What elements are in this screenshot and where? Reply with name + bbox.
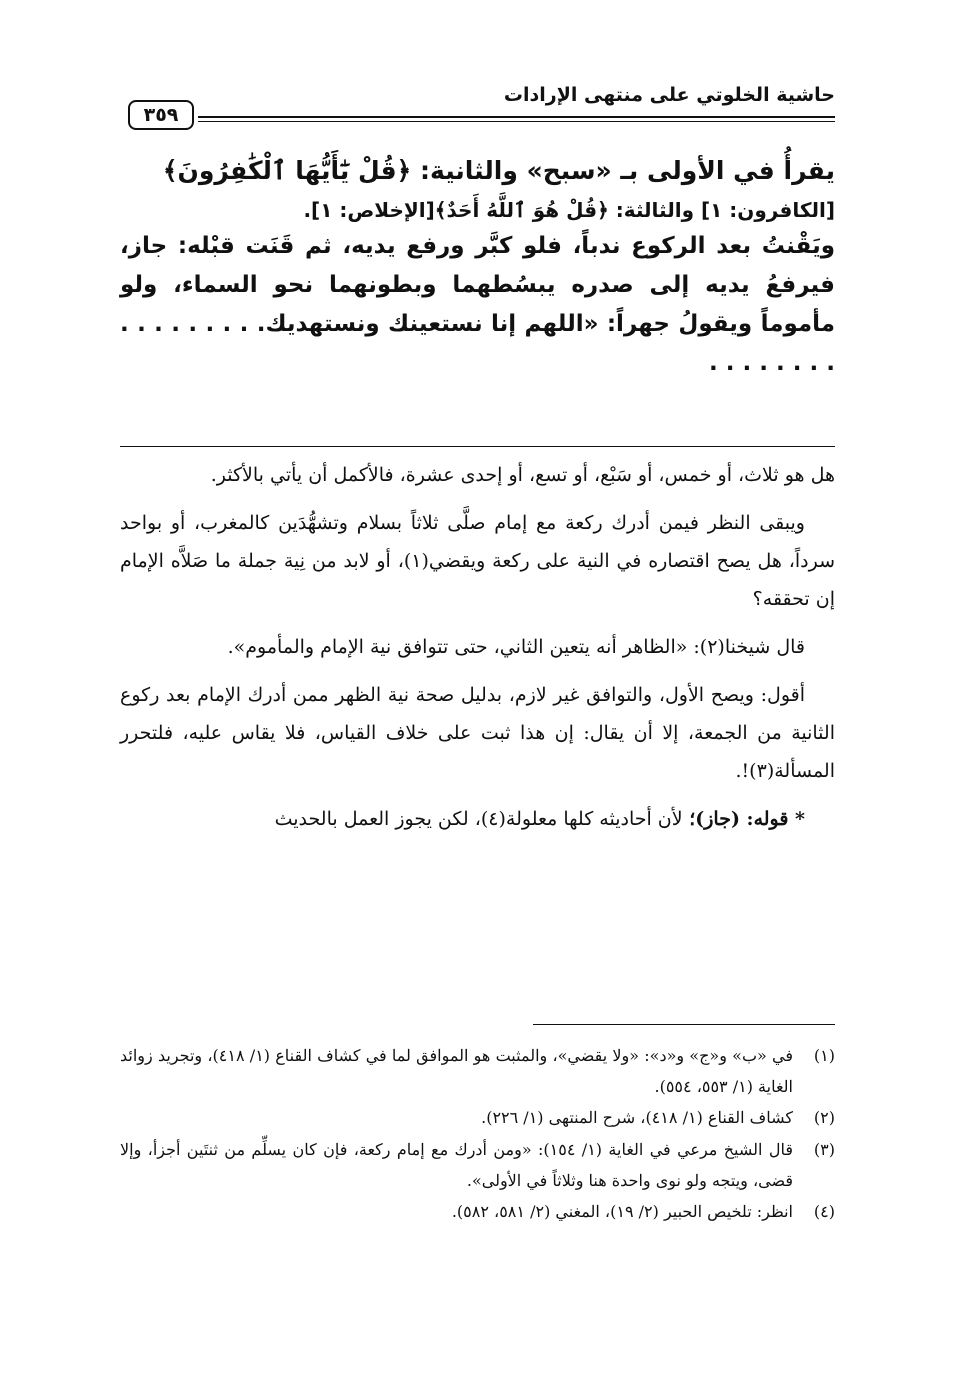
footnote-number: (٣): [813, 1139, 835, 1159]
footnote-item: [120, 1102, 835, 1133]
commentary-paragraph-5-text: لأن أحاديثه كلها معلولة(٤)، لكن يجوز العمل بالحديث: [274, 808, 683, 830]
qawluhu-marker: * قوله: (جاز)؛: [682, 808, 805, 830]
commentary-paragraph-1: هل هو ثلاث، أو خمس، أو سَبْع، أو تسع، أو إحدى عشرة، فالأكمل أن يأتي بالأكثر.: [210, 464, 835, 486]
footnote-item: [120, 1196, 835, 1227]
page-number-badge: ٣٥٩: [128, 100, 194, 130]
commentary-paragraph-5: [120, 800, 835, 838]
footnote-text: في «ب» و«ج» و«د»: «ولا يقضي»، والمثبت هو الموافق لما في كشاف القناع (١/ ٤١٨)، وتجريد زوائد الغاية (١/ ٥٥٣، ٥٥٤).: [120, 1046, 794, 1097]
footnote-item: [120, 1040, 835, 1102]
main-line-1: يقرأُ في الأولى بـ «سبح» والثانية: ﴿قُلْ يَٰٓأَيُّهَا ٱلْكَٰفِرُونَ﴾: [162, 156, 835, 185]
main-line-2: [الكافرون: ١] والثالثة: ﴿قُلْ هُوَ ٱللَّهُ أَحَدٌ﴾[الإخلاص: ١].: [303, 197, 835, 222]
main-paragraph: ويَقْنتُ بعد الركوع ندباً، فلو كبَّر ورفع يديه، ثم قَنَت قبْله: جاز، فيرفعُ يديه إلى صدره يبسُطهما وبطونهما نحو السماء، ولو مأموماً ويقولُ جهراً: «اللهم إنا نستعينك ونستهديك. . . . . . . . . . . . . . . . .: [120, 232, 835, 376]
main-text: [120, 150, 835, 383]
footnote-number: (١): [813, 1046, 835, 1065]
header-rule-thin: [198, 121, 835, 122]
footnote-item: [120, 1134, 835, 1196]
commentary-paragraph-3: قال شيخنا(٢): «الظاهر أنه يتعين الثاني، حتى تتوافق نية الإمام والمأموم».: [227, 636, 805, 658]
footnotes: [120, 1040, 835, 1227]
commentary-paragraph-4: أقول: ويصح الأول، والتوافق غير لازم، بدليل صحة نية الظهر ممن أدرك الإمام بعد ركوع الثانية من الجمعة، إلا أن يقال: إن هذا ثبت على خلاف القياس، فلا يقاس عليه، فلتحرر المسألة(٣)!.: [120, 684, 835, 782]
running-header-title: حاشية الخلوتي على منتهى الإرادات: [503, 84, 835, 106]
commentary-paragraph-2: ويبقى النظر فيمن أدرك ركعة مع إمام صلَّى ثلاثاً بسلام وتشهُّدَين كالمغرب، أو بواحد سرداً، هل يصح اقتصاره في النية على ركعة ويقضي(١)، أو لابد من نِية جملة ما صَلاَّه الإمام إن تحققه؟: [120, 512, 836, 610]
commentary: [120, 456, 835, 848]
header-rule: [198, 116, 835, 118]
section-separator: [120, 446, 835, 447]
footnote-text: كشاف القناع (١/ ٤١٨)، شرح المنتهى (١/ ٢٢٦).: [481, 1108, 793, 1128]
footnote-number: (٢): [813, 1108, 835, 1128]
footnote-text: قال الشيخ مرعي في الغاية (١/ ١٥٤): «ومن أدرك مع إمام ركعة، فإن كان يسلِّم من ثنتَين أجزأ، وإلا قضى، ويتجه ولو نوى واحدة هنا وثلاثاً في الأولى».: [120, 1139, 794, 1190]
footnote-text: انظر: تلخيص الحبير (٢/ ١٩)، المغني (٢/ ٥٨١، ٥٨٢).: [451, 1201, 793, 1221]
footnote-separator: [533, 1024, 835, 1025]
footnote-number: (٤): [813, 1201, 835, 1221]
